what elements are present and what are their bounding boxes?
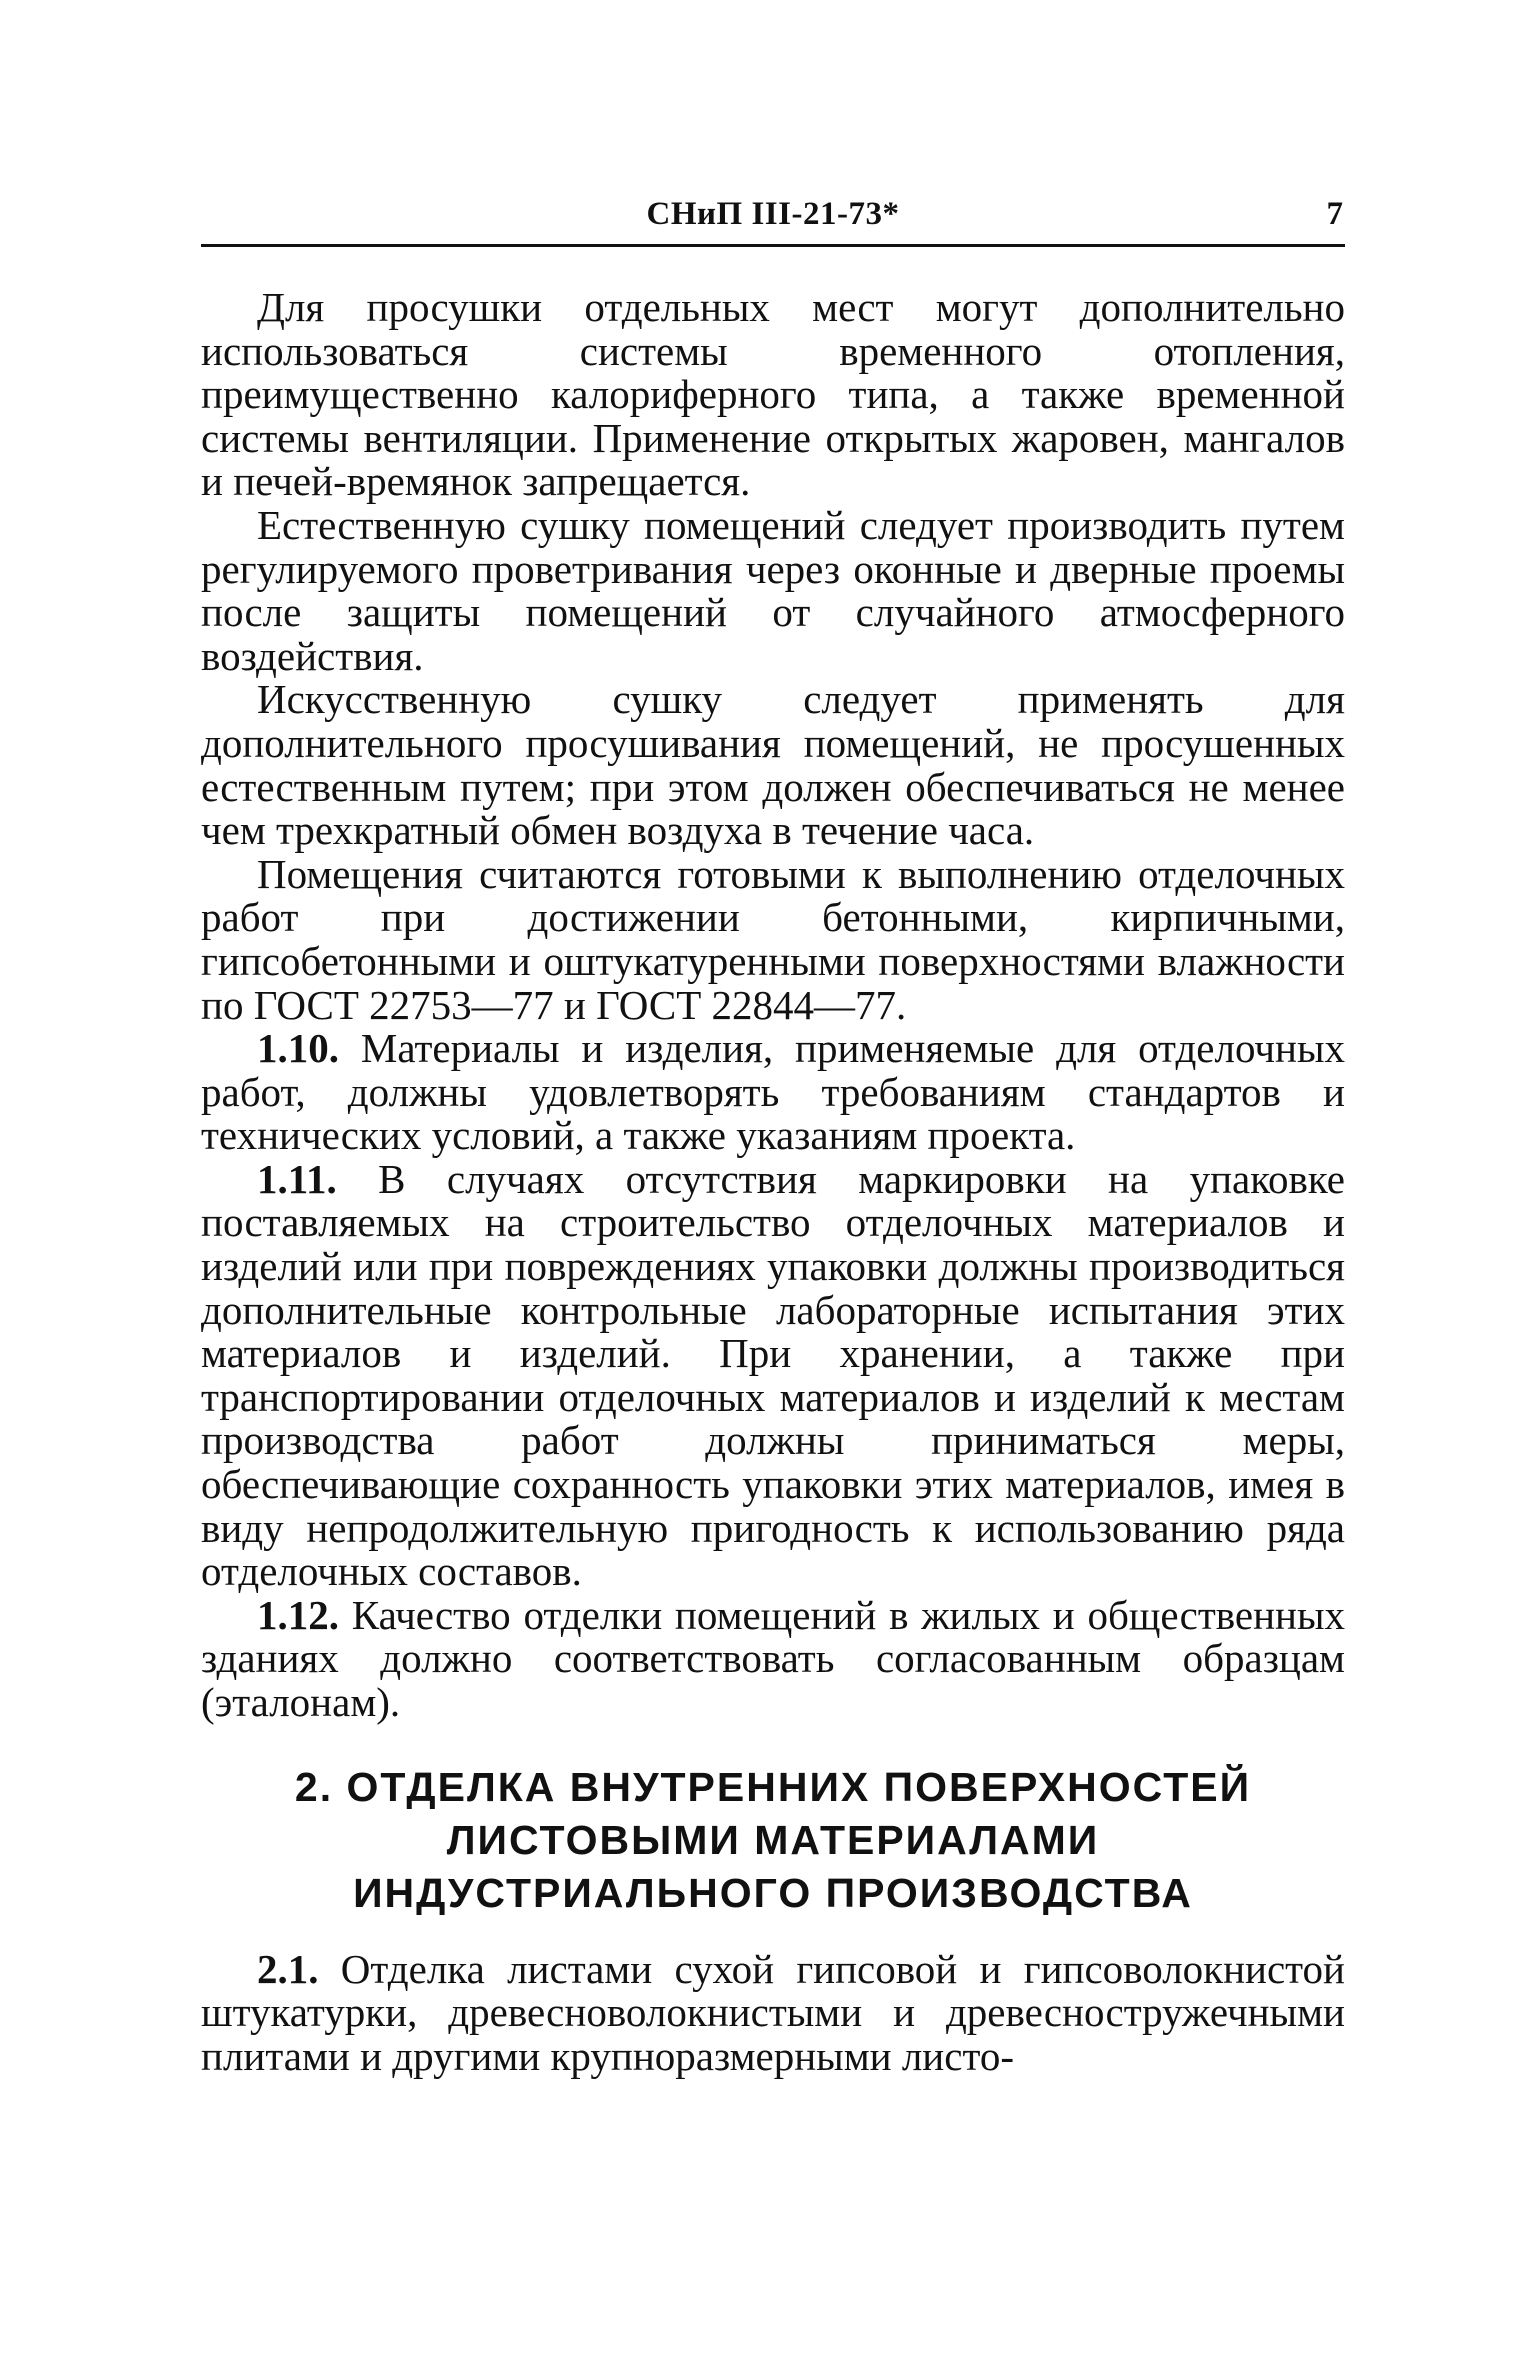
- clause-text: Отделка листами сухой гипсовой и гипсоволокнистой штукатурки, древесноволокнистыми и древесностружечными плитами и другими крупноразмерными листо-: [201, 1945, 1345, 2079]
- clause-text: Качество отделки помещений в жилых и общественных зданиях должно соответствовать согласованным образцам (эталонам).: [201, 1591, 1345, 1725]
- clause-number: 1.12.: [257, 1591, 339, 1638]
- paragraph-text: Естественную сушку помещений следует производить путем регулируемого проветривания через оконные и дверные проемы после защиты помещений от случайного атмосферного воздействия.: [201, 501, 1345, 679]
- clause-1-11: [201, 1155, 1346, 1595]
- paragraph-text: Помещения считаются готовыми к выполнению отделочных работ при достижении бетонными, кирпичными, гипсобетонными и оштукатуренными поверхностями влажности по ГОСТ 22753—77 и ГОСТ 22844—77.: [201, 850, 1345, 1028]
- page-header: [201, 196, 1345, 240]
- clause-text: В случаях отсутствия маркировки на упаковке поставляемых на строительство отделочных материалов и изделий или при повреждениях упаковки должны производиться дополнительные контрольные лабораторные испытания этих материалов и изделий. При хранении, а также при транспортировании отделочных материалов и изделий к местам производства работ должны приниматься меры, обеспечивающие сохранность упаковки этих материалов, имея в виду непродолжительную пригодность к использованию ряда отделочных составов.: [201, 1155, 1346, 1595]
- running-title: СНиП III-21-73*: [646, 196, 900, 232]
- clause-2-1: [201, 1945, 1345, 2079]
- paragraph-text: Искусственную сушку следует применять для дополнительного просушивания помещений, не просушенных естественным путем; при этом должен обеспечиваться не менее чем трехкратный обмен воздуха в течение часа.: [201, 676, 1345, 854]
- section-heading-line: ЛИСТОВЫМИ МАТЕРИАЛАМИ: [446, 1816, 1100, 1863]
- header-rule: [201, 244, 1345, 247]
- clause-number: 1.10.: [257, 1025, 339, 1072]
- clause-text: Материалы и изделия, применяемые для отделочных работ, должны удовлетворять требованиям стандартов и технических условий, а также указаниям проекта.: [201, 1025, 1346, 1159]
- clause-number: 2.1.: [257, 1945, 319, 1992]
- paragraph: [201, 286, 1345, 504]
- clause-1-10: [201, 1027, 1345, 1158]
- page-body: [201, 286, 1345, 2078]
- section-heading-line: 2. ОТДЕЛКА ВНУТРЕННИХ ПОВЕРХНОСТЕЙ: [294, 1763, 1252, 1810]
- clause-1-12: [201, 1591, 1345, 1725]
- section-heading-line: ИНДУСТРИАЛЬНОГО ПРОИЗВОДСТВА: [353, 1869, 1193, 1916]
- clause-number: 1.11.: [257, 1155, 337, 1202]
- paragraph: [201, 678, 1345, 852]
- page-number: 7: [1326, 196, 1343, 232]
- section-heading: [201, 1761, 1345, 1920]
- paragraph: [201, 850, 1345, 1028]
- paragraph-text: Для просушки отдельных мест могут дополнительно использоваться системы временного отопления, преимущественно калориферного типа, а также временной системы вентиляции. Применение открытых жаровен, мангалов и печей-времянок запрещается.: [201, 284, 1345, 505]
- paragraph: [201, 501, 1345, 679]
